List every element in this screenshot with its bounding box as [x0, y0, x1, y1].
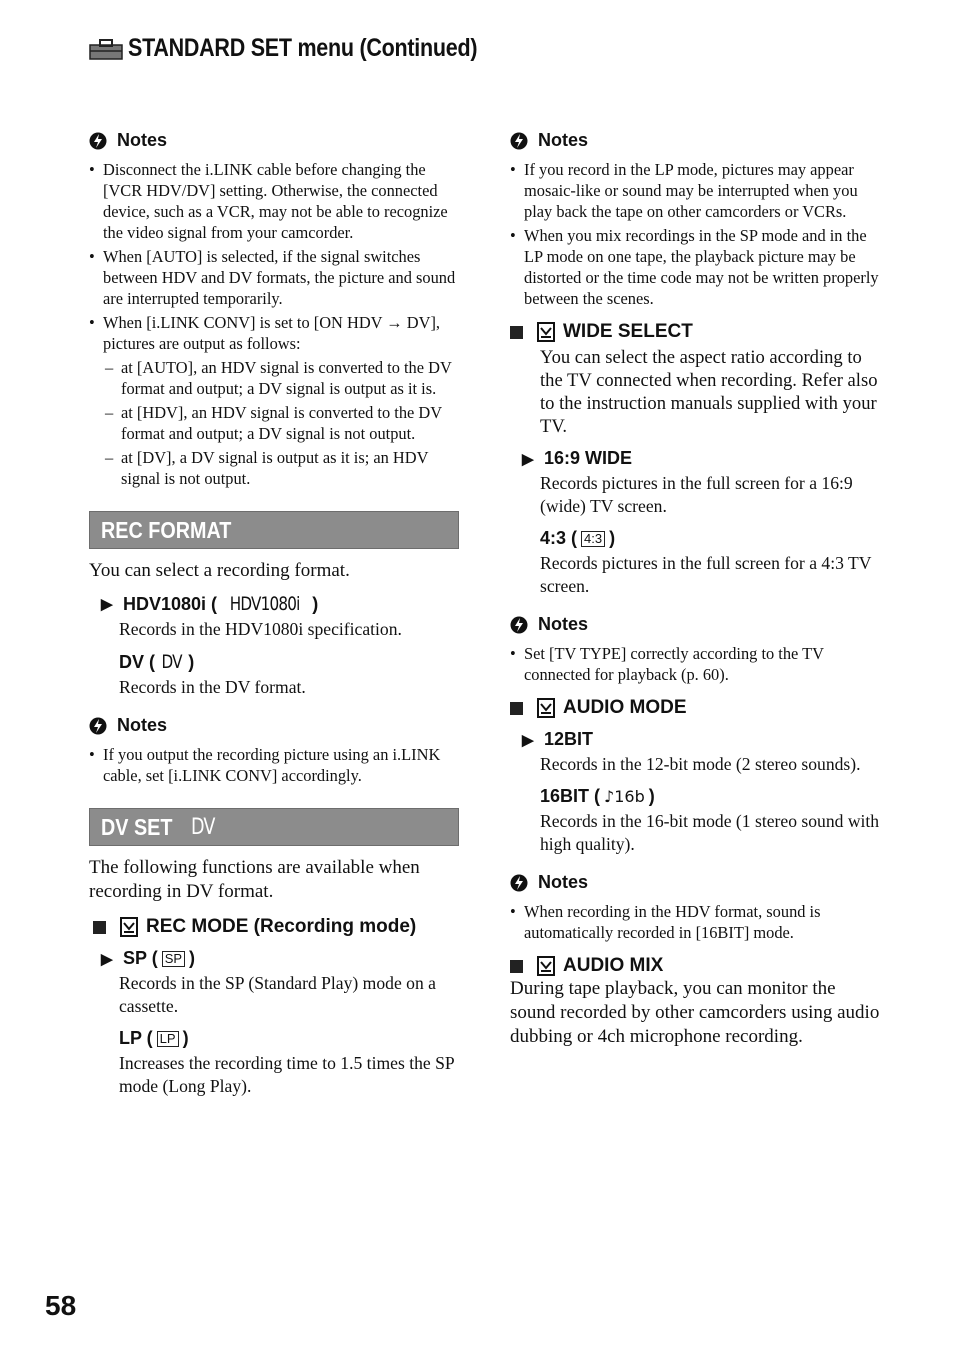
- page-title: STANDARD SET menu (Continued): [128, 34, 478, 62]
- default-arrow-icon: ▶: [522, 731, 534, 749]
- sub-notes-list: [89, 357, 459, 489]
- sub-note-item: – at [DV], a DV signal is output as it is; an HDV signal is not output.: [105, 447, 459, 489]
- notes-heading: Notes: [510, 130, 882, 151]
- notes-icon: [510, 616, 528, 634]
- dv-icon: DV: [191, 814, 215, 840]
- notes-heading: Notes: [89, 130, 459, 151]
- dv-set-intro: The following functions are available when recording in DV format.: [89, 857, 420, 902]
- option-desc: Records in the HDV1080i specification.: [119, 619, 402, 639]
- audio-mix-desc: During tape playback, you can monitor the sound recorded by other camcorders using audio dubbing or 4ch microphone recording.: [510, 978, 880, 1047]
- page-number: 58: [45, 1290, 77, 1321]
- left-column: [89, 130, 459, 1098]
- notes-list: [510, 901, 882, 943]
- sub-note-item: – at [AUTO], an HDV signal is converted to the DV format and output; a DV signal is output as it is.: [105, 357, 459, 399]
- option-16-9-wide: ▶ 16:9 WIDE: [522, 448, 633, 468]
- option-desc: Records in the SP (Standard Play) mode on a cassette.: [119, 973, 436, 1016]
- notes-list: [89, 159, 459, 354]
- lp-icon: LP: [157, 1031, 179, 1047]
- rec-format-intro: You can select a recording format.: [89, 560, 350, 581]
- notes-heading: Notes: [510, 614, 882, 635]
- notes-icon: [89, 717, 107, 735]
- note-item: • If you record in the LP mode, pictures may appear mosaic-like or sound may be interrupted when you play back the tape on other camcorders or VCRs.: [510, 159, 882, 222]
- memo-icon: [537, 322, 555, 342]
- note-item: • When you mix recordings in the SP mode and in the LP mode on one tape, the playback picture may be distorted or the time code may not be written properly between the scenes.: [510, 225, 882, 309]
- wide-select-heading: WIDE SELECT: [510, 321, 882, 343]
- aspect-4-3-icon: 4:3: [581, 531, 605, 547]
- memo-icon: [120, 917, 138, 937]
- default-arrow-icon: ▶: [101, 596, 113, 613]
- memo-icon: [537, 956, 555, 976]
- option-desc: Records pictures in the full screen for a 4:3 TV screen.: [540, 553, 872, 596]
- notes-icon: [510, 874, 528, 892]
- option-desc: Increases the recording time to 1.5 times the SP mode (Long Play).: [119, 1053, 455, 1096]
- note-item: • When [i.LINK CONV] is set to [ON HDV → DV], pictures are output as follows:: [89, 312, 459, 354]
- notes-list: [510, 643, 882, 685]
- audio-mix-heading: AUDIO MIX: [510, 955, 882, 977]
- dv-set-bar: DV SET DV: [89, 808, 459, 846]
- note-item: • Disconnect the i.LINK cable before changing the [VCR HDV/DV] setting. Otherwise, the connected device, such as a VCR, may not be able to recognize the video signal from your camcorder.: [89, 159, 459, 243]
- toolbox-icon: [88, 37, 124, 61]
- sp-icon: SP: [162, 951, 185, 967]
- page-header: [88, 34, 534, 63]
- default-arrow-icon: ▶: [522, 450, 534, 468]
- right-column: [510, 130, 882, 1049]
- option-16bit: 16BIT ( ♪16b ): [540, 786, 655, 806]
- option-desc: Records in the DV format.: [119, 677, 306, 697]
- note-item: • When [AUTO] is selected, if the signal switches between HDV and DV formats, the picture and sound are interrupted temporarily.: [89, 246, 459, 309]
- option-12bit: ▶ 12BIT: [522, 729, 594, 749]
- notes-list: [510, 159, 882, 309]
- notes-icon: [89, 132, 107, 150]
- rec-format-bar: REC FORMAT: [89, 511, 459, 549]
- square-bullet-icon: [510, 326, 523, 339]
- option-sp: ▶ SP ( SP ): [101, 948, 196, 968]
- note-item: • If you output the recording picture using an i.LINK cable, set [i.LINK CONV] accordingly.: [89, 744, 459, 786]
- rec-mode-heading: REC MODE (Recording mode): [93, 916, 459, 938]
- notes-heading: Notes: [89, 715, 459, 736]
- dv-icon: DV: [161, 651, 182, 673]
- notes-list: [89, 744, 459, 786]
- note-item: • Set [TV TYPE] correctly according to the TV connected for playback (p. 60).: [510, 643, 882, 685]
- notes-heading: Notes: [510, 872, 882, 893]
- default-arrow-icon: ▶: [101, 950, 113, 968]
- audio-16bit-icon: ♪16b: [604, 787, 645, 806]
- note-item: • When recording in the HDV format, sound is automatically recorded in [16BIT] mode.: [510, 901, 882, 943]
- option-lp: LP ( LP ): [119, 1028, 189, 1048]
- sub-note-item: – at [HDV], an HDV signal is converted to the DV format and output; a DV signal is not output.: [105, 402, 459, 444]
- square-bullet-icon: [510, 702, 523, 715]
- square-bullet-icon: [510, 960, 523, 973]
- audio-mode-heading: AUDIO MODE: [510, 697, 882, 719]
- memo-icon: [537, 698, 555, 718]
- wide-select-desc: You can select the aspect ratio according to the TV connected when recording. Refer also to the instruction manuals supplied with your TV.: [540, 347, 878, 437]
- option-hdv1080i: ▶ HDV1080i ( HDV1080i ): [101, 593, 319, 615]
- option-desc: Records in the 16-bit mode (1 stereo sound with high quality).: [540, 811, 880, 854]
- option-desc: Records pictures in the full screen for a 16:9 (wide) TV screen.: [540, 473, 853, 516]
- option-desc: Records in the 12-bit mode (2 stereo sounds).: [540, 754, 861, 774]
- hdv1080i-icon: HDV1080i: [229, 593, 300, 615]
- square-bullet-icon: [93, 921, 106, 934]
- option-dv: DV ( DV ): [119, 651, 195, 673]
- notes-icon: [510, 132, 528, 150]
- option-4-3: 4:3 ( 4:3 ): [540, 528, 616, 548]
